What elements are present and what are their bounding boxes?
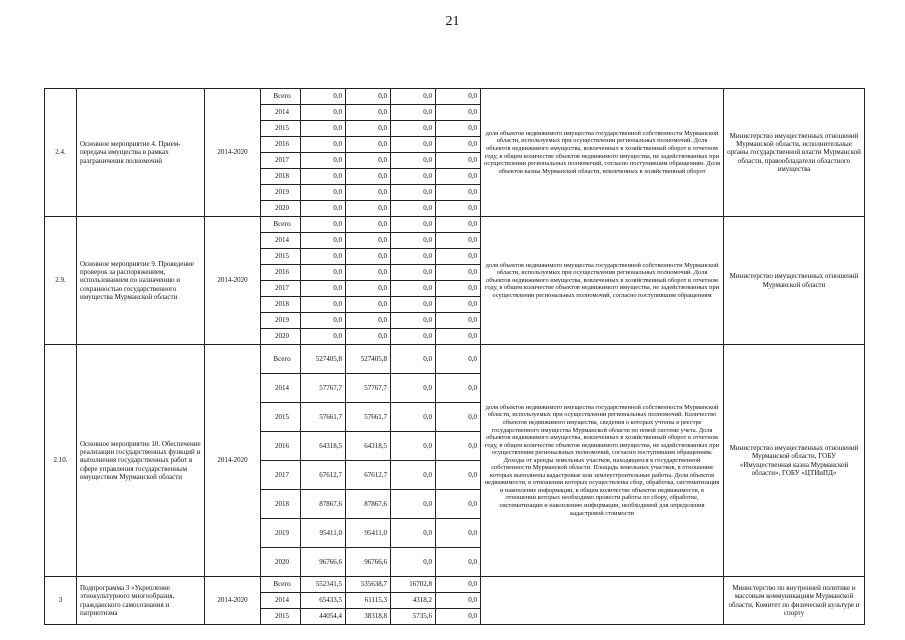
value-other: 0,0	[436, 461, 481, 490]
value-regional: 87867,6	[346, 490, 391, 519]
value-federal: 0,0	[391, 233, 436, 249]
activity-period: 2014-2020	[205, 217, 261, 345]
value-regional: 57767,7	[346, 374, 391, 403]
value-federal: 0,0	[391, 265, 436, 281]
value-total: 0,0	[301, 137, 346, 153]
value-other: 0,0	[436, 281, 481, 297]
value-federal: 0,0	[391, 185, 436, 201]
value-total: 87867,6	[301, 490, 346, 519]
value-total: 0,0	[301, 233, 346, 249]
activity-name: Основное мероприятие 4. Прием-передача имущества в рамках разграничения полномочий	[77, 89, 205, 217]
value-total: 64318,5	[301, 432, 346, 461]
year-cell: 2016	[261, 432, 301, 461]
year-cell: 2015	[261, 609, 301, 625]
value-total: 57661,7	[301, 403, 346, 432]
value-federal: 0,0	[391, 313, 436, 329]
value-federal: 0,0	[391, 169, 436, 185]
value-regional: 0,0	[346, 281, 391, 297]
value-regional: 38318,8	[346, 609, 391, 625]
value-total: 0,0	[301, 153, 346, 169]
year-cell: 2014	[261, 233, 301, 249]
indicator-text	[481, 577, 724, 625]
year-cell: 2020	[261, 329, 301, 345]
value-total: 67612,7	[301, 461, 346, 490]
value-other: 0,0	[436, 593, 481, 609]
value-other: 0,0	[436, 233, 481, 249]
value-federal: 0,0	[391, 345, 436, 374]
value-total: 0,0	[301, 217, 346, 233]
value-other: 0,0	[436, 265, 481, 281]
value-federal: 16702,8	[391, 577, 436, 593]
value-other: 0,0	[436, 548, 481, 577]
value-regional: 0,0	[346, 201, 391, 217]
table-row	[45, 217, 865, 233]
value-total: 95411,0	[301, 519, 346, 548]
year-cell: 2017	[261, 153, 301, 169]
value-total: 0,0	[301, 297, 346, 313]
year-cell: 2015	[261, 249, 301, 265]
value-other: 0,0	[436, 403, 481, 432]
value-federal: 0,0	[391, 519, 436, 548]
activity-name: Подпрограмма 3 «Укрепление этнокультурного многообразия, гражданского самосознания и патриотизма	[77, 577, 205, 625]
value-federal: 0,0	[391, 374, 436, 403]
value-regional: 95411,0	[346, 519, 391, 548]
year-cell: 2016	[261, 265, 301, 281]
value-federal: 0,0	[391, 89, 436, 105]
value-other: 0,0	[436, 313, 481, 329]
value-regional: 527405,8	[346, 345, 391, 374]
year-cell: 2019	[261, 519, 301, 548]
activity-period: 2014-2020	[205, 89, 261, 217]
year-cell: 2017	[261, 281, 301, 297]
value-federal: 0,0	[391, 105, 436, 121]
value-federal: 0,0	[391, 490, 436, 519]
value-federal: 0,0	[391, 153, 436, 169]
value-federal: 5735,6	[391, 609, 436, 625]
year-cell: Всего	[261, 217, 301, 233]
value-other: 0,0	[436, 519, 481, 548]
value-federal: 0,0	[391, 249, 436, 265]
value-regional: 0,0	[346, 233, 391, 249]
year-cell: Всего	[261, 345, 301, 374]
indicator-text: доля объектов недвижимого имущества государственной собственности Мурманской области, используемых при осуществлении региональных полномочий. Доля объектов недвижимого имущества, вовлеченных в хозяйственный оборот в отчетном году, в общем количестве объектов недвижимого имущества, не задействованных при осуществлении региональных полномочий, согласно поступившим обращениям. Доля объектов казны Мурманской области, вовлеченных в хозяйственный оборот	[481, 89, 724, 217]
executor-text: Министерство имущественных отношений Мурманской области, ГОБУ «Имущественная казна Мурманской области», ГОБУ «ЦТИиПД»	[724, 345, 865, 577]
value-total: 0,0	[301, 281, 346, 297]
value-other: 0,0	[436, 153, 481, 169]
row-number: 2.4.	[45, 89, 77, 217]
value-regional: 67612,7	[346, 461, 391, 490]
value-total: 44054,4	[301, 609, 346, 625]
value-other: 0,0	[436, 577, 481, 593]
value-other: 0,0	[436, 609, 481, 625]
value-total: 65433,5	[301, 593, 346, 609]
value-total: 57767,7	[301, 374, 346, 403]
value-regional: 0,0	[346, 217, 391, 233]
year-cell: 2016	[261, 137, 301, 153]
value-other: 0,0	[436, 137, 481, 153]
value-total: 96766,6	[301, 548, 346, 577]
year-cell: 2017	[261, 461, 301, 490]
value-federal: 0,0	[391, 403, 436, 432]
value-total: 0,0	[301, 201, 346, 217]
value-other: 0,0	[436, 432, 481, 461]
executor-text: Министерство имущественных отношений Мурманской области, исполнительные органы государственной власти Мурманской области, правообладатели областного имущества	[724, 89, 865, 217]
value-other: 0,0	[436, 185, 481, 201]
value-total: 0,0	[301, 249, 346, 265]
table-row	[45, 577, 865, 593]
value-regional: 0,0	[346, 153, 391, 169]
value-regional: 0,0	[346, 89, 391, 105]
value-regional: 0,0	[346, 185, 391, 201]
year-cell: 2020	[261, 201, 301, 217]
year-cell: 2018	[261, 169, 301, 185]
year-cell: 2014	[261, 374, 301, 403]
value-federal: 0,0	[391, 329, 436, 345]
value-total: 0,0	[301, 169, 346, 185]
year-cell: 2018	[261, 297, 301, 313]
value-total: 0,0	[301, 185, 346, 201]
value-other: 0,0	[436, 329, 481, 345]
value-regional: 0,0	[346, 121, 391, 137]
value-total: 0,0	[301, 313, 346, 329]
row-number: 2.10.	[45, 345, 77, 577]
value-regional: 96766,6	[346, 548, 391, 577]
value-regional: 0,0	[346, 265, 391, 281]
value-other: 0,0	[436, 121, 481, 137]
value-other: 0,0	[436, 169, 481, 185]
row-number: 3	[45, 577, 77, 625]
value-regional: 61115,3	[346, 593, 391, 609]
activity-name: Основное мероприятие 10. Обеспечение реализации государственных функций и выполнения государственных работ в сфере управления государственным имуществом Мурманской области	[77, 345, 205, 577]
value-federal: 0,0	[391, 461, 436, 490]
year-cell: 2014	[261, 105, 301, 121]
value-regional: 64318,5	[346, 432, 391, 461]
value-regional: 535638,7	[346, 577, 391, 593]
value-regional: 0,0	[346, 169, 391, 185]
value-total: 552341,5	[301, 577, 346, 593]
year-cell: 2018	[261, 490, 301, 519]
page-number: 21	[445, 14, 460, 29]
activity-period: 2014-2020	[205, 577, 261, 625]
value-total: 527405,8	[301, 345, 346, 374]
year-cell: Всего	[261, 577, 301, 593]
value-federal: 0,0	[391, 297, 436, 313]
program-table	[44, 88, 865, 625]
value-other: 0,0	[436, 374, 481, 403]
value-federal: 4318,2	[391, 593, 436, 609]
value-other: 0,0	[436, 249, 481, 265]
value-total: 0,0	[301, 329, 346, 345]
value-regional: 0,0	[346, 297, 391, 313]
value-other: 0,0	[436, 201, 481, 217]
year-cell: 2015	[261, 121, 301, 137]
executor-text: Министерство по внутренней политике и массовым коммуникациям Мурманской области, Комитет по физической культуре и спорту	[724, 577, 865, 625]
value-other: 0,0	[436, 89, 481, 105]
indicator-text: доля объектов недвижимого имущества государственной собственности Мурманской области, используемых при осуществлении региональных полномочий. Количество объектов недвижимого имущества, сведения о которых учтены в реестре государственного имущества Мурманской области по новой системе учета. Доля объектов недвижимого имущества, вовлеченных в хозяйственный оборот в отчетном году, в общем количестве объектов недвижимого имущества, не задействованных при осуществлении региональных полномочий, согласно поступившим обращениям. Доходы от аренды земельных участков, находящихся в государственной собственности Мурманской области. Площадь земельных участков, в отношении которых выполнены кадастровые или землеустроительные работы. Доля объектов недвижимости, в отношении которых осуществлены сбор, обработка, систематизация и накопление информации, в общем количестве объектов недвижимости, в отношении которых необходимо провести работы по сбору, обработке, систематизации и накоплению информации, необходимой для определения кадастровой стоимости	[481, 345, 724, 577]
year-cell: 2019	[261, 185, 301, 201]
value-other: 0,0	[436, 490, 481, 519]
value-regional: 57661,7	[346, 403, 391, 432]
year-cell: 2015	[261, 403, 301, 432]
value-federal: 0,0	[391, 432, 436, 461]
value-other: 0,0	[436, 105, 481, 121]
value-regional: 0,0	[346, 249, 391, 265]
indicator-text: доля объектов недвижимого имущества государственной собственности Мурманской области, используемых при осуществлении региональных полномочий. Доля объектов недвижимого имущества, вовлеченных в хозяйственный оборот в отчетном году, в общем количестве объектов недвижимого имущества, не задействованных при осуществлении региональных полномочий, согласно поступившим обращениям	[481, 217, 724, 345]
value-federal: 0,0	[391, 121, 436, 137]
value-federal: 0,0	[391, 548, 436, 577]
value-other: 0,0	[436, 345, 481, 374]
executor-text: Министерство имущественных отношений Мурманской области	[724, 217, 865, 345]
row-number: 2.9.	[45, 217, 77, 345]
value-total: 0,0	[301, 105, 346, 121]
value-other: 0,0	[436, 297, 481, 313]
year-cell: 2019	[261, 313, 301, 329]
activity-period: 2014-2020	[205, 345, 261, 577]
value-federal: 0,0	[391, 217, 436, 233]
value-regional: 0,0	[346, 313, 391, 329]
value-federal: 0,0	[391, 201, 436, 217]
activity-name: Основное мероприятие 9. Проведение проверок за распоряжением, использованием по назначению и сохранностью государственного имущества Мурманской области	[77, 217, 205, 345]
value-regional: 0,0	[346, 105, 391, 121]
year-cell: 2020	[261, 548, 301, 577]
value-federal: 0,0	[391, 281, 436, 297]
value-regional: 0,0	[346, 329, 391, 345]
value-federal: 0,0	[391, 137, 436, 153]
value-regional: 0,0	[346, 137, 391, 153]
value-total: 0,0	[301, 89, 346, 105]
table-row	[45, 89, 865, 105]
value-total: 0,0	[301, 121, 346, 137]
value-total: 0,0	[301, 265, 346, 281]
table-row	[45, 345, 865, 374]
year-cell: 2014	[261, 593, 301, 609]
year-cell: Всего	[261, 89, 301, 105]
value-other: 0,0	[436, 217, 481, 233]
